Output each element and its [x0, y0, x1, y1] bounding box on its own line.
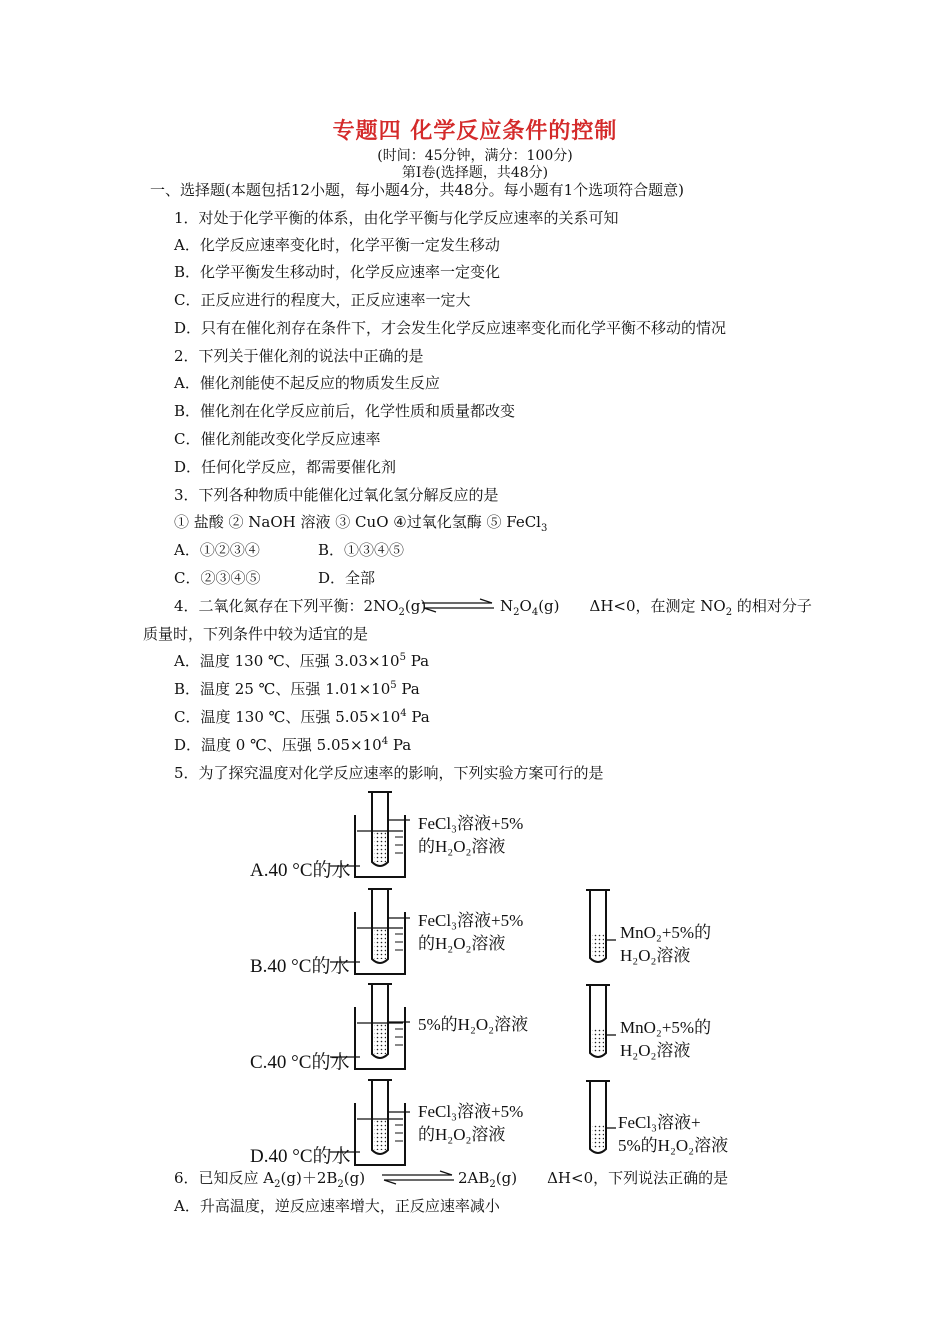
q5-d-beaker-line1: FeCl₃溶液+5% [418, 1102, 524, 1121]
q3-option-c: C．②③④⑤ [174, 569, 261, 587]
q3-items: ① 盐酸 ② NaOH 溶液 ③ CuO ④过氧化氢酶 ⑤ FeCl$_3$ [174, 513, 548, 534]
q5-option-a-label: A.40 °C的水 [250, 860, 351, 881]
equilibrium-arrow-icon [380, 1170, 456, 1186]
q3-stem: 3．下列各种物质中能催化过氧化氢分解反应的是 [174, 486, 499, 504]
q5-stem: 5．为了探究温度对化学反应速率的影响，下列实验方案可行的是 [174, 764, 604, 782]
q4-option-d: D．温度 0 ℃、压强 $5.05\times 10^4$ Pa [174, 736, 412, 754]
q2-option-b: B．催化剂在化学反应前后，化学性质和质量都改变 [174, 402, 516, 420]
q4-stem-line2: 质量时，下列条件中较为适宜的是 [143, 625, 369, 643]
tube-in-beaker-a [368, 792, 392, 866]
time-line: (时间：45分钟，满分：100分) [377, 148, 573, 164]
q5-option-d-label: D.40 °C的水 [250, 1146, 351, 1167]
q5-option-c-label: C.40 °C的水 [250, 1052, 350, 1073]
q5-b-tube-line2: H₂O₂溶液 [620, 946, 691, 965]
q1-option-b: B．化学平衡发生移动时，化学反应速率一定变化 [174, 263, 501, 281]
q2-option-c: C．催化剂能改变化学反应速率 [174, 430, 381, 448]
q5-option-b-label: B.40 °C的水 [250, 956, 350, 977]
q5-c-tube-line1: MnO₂+5%的 [620, 1018, 712, 1037]
instruction: 一、选择题(本题包括12小题，每小题4分，共48分。每小题有1个选项符合题意) [150, 181, 684, 199]
q3-option-d: D．全部 [318, 569, 376, 587]
q3-option-b: B．①③④⑤ [318, 541, 405, 559]
q5-b-tube-line1: MnO₂+5%的 [620, 923, 712, 942]
q2-stem: 2．下列关于催化剂的说法中正确的是 [174, 347, 424, 365]
q5-b-beaker-line1: FeCl₃溶液+5% [418, 911, 524, 930]
q5-a-beaker-line2: 的H₂O₂溶液 [418, 837, 506, 856]
q1-option-c: C．正反应进行的程度大，正反应速率一定大 [174, 291, 471, 309]
q5-d-tube-line2: 5%的H₂O₂溶液 [618, 1136, 729, 1155]
q5-c-tube-line2: H₂O₂溶液 [620, 1041, 691, 1060]
q5-a-beaker-line1: FeCl₃溶液+5% [418, 814, 524, 833]
q1-option-a: A．化学反应速率变化时，化学平衡一定发生移动 [174, 236, 500, 254]
q2-option-a: A．催化剂能使不起反应的物质发生反应 [174, 374, 440, 392]
page-title: 专题四 化学反应条件的控制 [332, 119, 618, 144]
q4-option-a: A．温度 130 ℃、压强 $3.03\times 10^5$ Pa [174, 652, 430, 670]
q4-stem-right: $N_2O_4(g)$ ΔH<0，在测定 $NO_2$ 的相对分子 [500, 597, 812, 618]
q5-c-beaker-line1: 5%的H₂O₂溶液 [418, 1015, 529, 1034]
q5-d-beaker-line2: 的H₂O₂溶液 [418, 1125, 506, 1144]
q6-stem-right: $2AB_2(g)$ ΔH<0，下列说法正确的是 [458, 1169, 729, 1190]
q5-d-tube-line1: FeCl₃溶液+ [618, 1113, 701, 1132]
section-line: 第Ⅰ卷(选择题，共48分) [401, 165, 549, 181]
q4-stem-left: 4．二氧化氮存在下列平衡：$2NO_2(g)$ [174, 597, 427, 618]
q1-option-d: D．只有在催化剂存在条件下，才会发生化学反应速率变化而化学平衡不移动的情况 [174, 319, 727, 337]
q4-option-c: C．温度 130 ℃、压强 $5.05\times 10^4$ Pa [174, 708, 430, 726]
q1-stem: 1．对处于化学平衡的体系，由化学平衡与化学反应速率的关系可知 [174, 209, 619, 227]
q2-option-d: D．任何化学反应，都需要催化剂 [174, 458, 397, 476]
q3-option-a: A．①②③④ [174, 541, 260, 559]
q4-option-b: B．温度 25 ℃、压强 $1.01\times 10^5$ Pa [174, 680, 420, 698]
q6-option-a: A．升高温度，逆反应速率增大，正反应速率减小 [174, 1197, 500, 1215]
q5-b-beaker-line2: 的H₂O₂溶液 [418, 934, 506, 953]
q6-stem-left: 6．已知反应 $A_2(g)+2B_2(g)$ [174, 1169, 366, 1190]
